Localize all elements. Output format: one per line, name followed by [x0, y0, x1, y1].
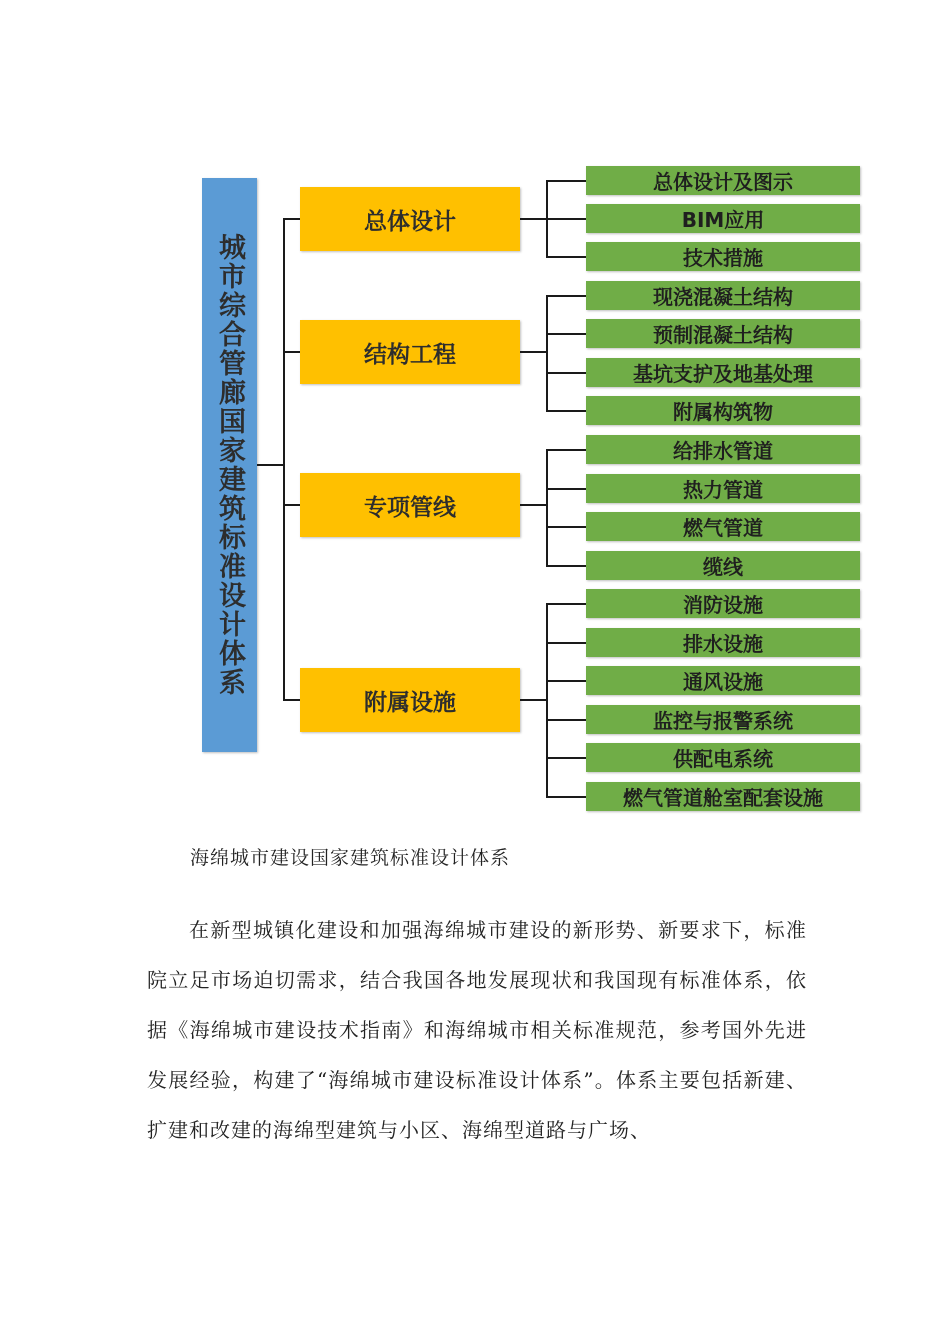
category-spine: [283, 218, 285, 700]
item-label: 预制混凝土结构: [653, 323, 793, 347]
category-special-pipelines: [300, 473, 520, 537]
item-precast-concrete: [586, 319, 860, 348]
group-spine: [546, 295, 548, 411]
item-label: 基坑支护及地基处理: [633, 362, 813, 386]
item-water-pipes: [586, 435, 860, 464]
group-connector: [520, 504, 547, 506]
item-connector: [546, 642, 586, 644]
category-connector: [283, 218, 300, 220]
category-general-design: [300, 187, 520, 251]
item-drainage-facilities: [586, 628, 860, 657]
item-connector: [546, 295, 586, 297]
item-connector: [546, 256, 586, 258]
root-node: [202, 178, 257, 752]
item-connector: [546, 218, 586, 220]
group-connector: [520, 699, 547, 701]
group-connector: [520, 218, 547, 220]
category-connector: [283, 699, 300, 701]
root-label: 城市综合管廊国家建筑标准设计体系: [214, 233, 245, 697]
item-connector: [546, 603, 586, 605]
group-spine: [546, 449, 548, 566]
category-label: 附属设施: [364, 689, 456, 716]
item-gas-pipes: [586, 512, 860, 541]
group-spine: [546, 603, 548, 797]
item-monitoring-alarm: [586, 705, 860, 734]
item-connector: [546, 719, 586, 721]
figure-caption: 海绵城市建设国家建筑标准设计体系: [190, 847, 511, 869]
item-label: 监控与报警系统: [653, 709, 793, 733]
item-auxiliary-structures: [586, 396, 860, 425]
category-label: 专项管线: [364, 494, 456, 521]
item-label: 附属构筑物: [673, 400, 773, 424]
body-paragraph: 在新型城镇化建设和加强海绵城市建设的新形势、新要求下，标准院立足市场迫切需求，结合我国各地发展现状和我国现有标准体系，依据《海绵城市建设技术指南》和海绵城市相关标准规范，参考国外先进发展经验，构建了“海绵城市建设标准设计体系”。体系主要包括新建、扩建和改建的海绵型建筑与小区、海绵型道路与广场、: [147, 918, 807, 1142]
item-connector: [546, 372, 586, 374]
category-connector: [283, 504, 300, 506]
item-label: 热力管道: [683, 478, 763, 502]
item-cast-in-place-concrete: [586, 281, 860, 310]
item-connector: [546, 526, 586, 528]
item-cables: [586, 551, 860, 580]
item-label: 消防设施: [683, 593, 763, 617]
item-heat-pipes: [586, 474, 860, 503]
item-connector: [546, 333, 586, 335]
group-connector: [520, 351, 547, 353]
item-bim-application: [586, 204, 860, 233]
item-label: 给排水管道: [673, 439, 773, 463]
item-connector: [546, 180, 586, 182]
category-structural-engineering: [300, 320, 520, 384]
item-fire-facilities: [586, 589, 860, 618]
item-label: 通风设施: [683, 670, 763, 694]
item-connector: [546, 449, 586, 451]
item-label: BIM应用: [681, 208, 765, 232]
item-gas-cabin-facilities: [586, 782, 860, 811]
item-label: 排水设施: [683, 632, 763, 656]
item-label: 燃气管道: [683, 516, 763, 540]
item-power-supply: [586, 743, 860, 772]
item-label: 供配电系统: [673, 747, 773, 771]
item-connector: [546, 796, 586, 798]
category-auxiliary-facilities: [300, 668, 520, 732]
item-connector: [546, 410, 586, 412]
item-connector: [546, 680, 586, 682]
item-technical-measures: [586, 242, 860, 271]
item-general-design-drawings: [586, 166, 860, 195]
item-connector: [546, 757, 586, 759]
item-label: 总体设计及图示: [653, 170, 793, 194]
item-connector: [546, 488, 586, 490]
item-label: 缆线: [703, 555, 743, 579]
item-label: 技术措施: [683, 246, 763, 270]
item-ventilation-facilities: [586, 666, 860, 695]
item-label: 燃气管道舱室配套设施: [623, 786, 823, 810]
item-label: 现浇混凝土结构: [653, 285, 793, 309]
category-connector: [283, 351, 300, 353]
root-connector: [257, 464, 284, 466]
item-connector: [546, 565, 586, 567]
category-label: 总体设计: [364, 208, 456, 235]
item-foundation-pit-support: [586, 358, 860, 387]
category-label: 结构工程: [364, 341, 456, 368]
